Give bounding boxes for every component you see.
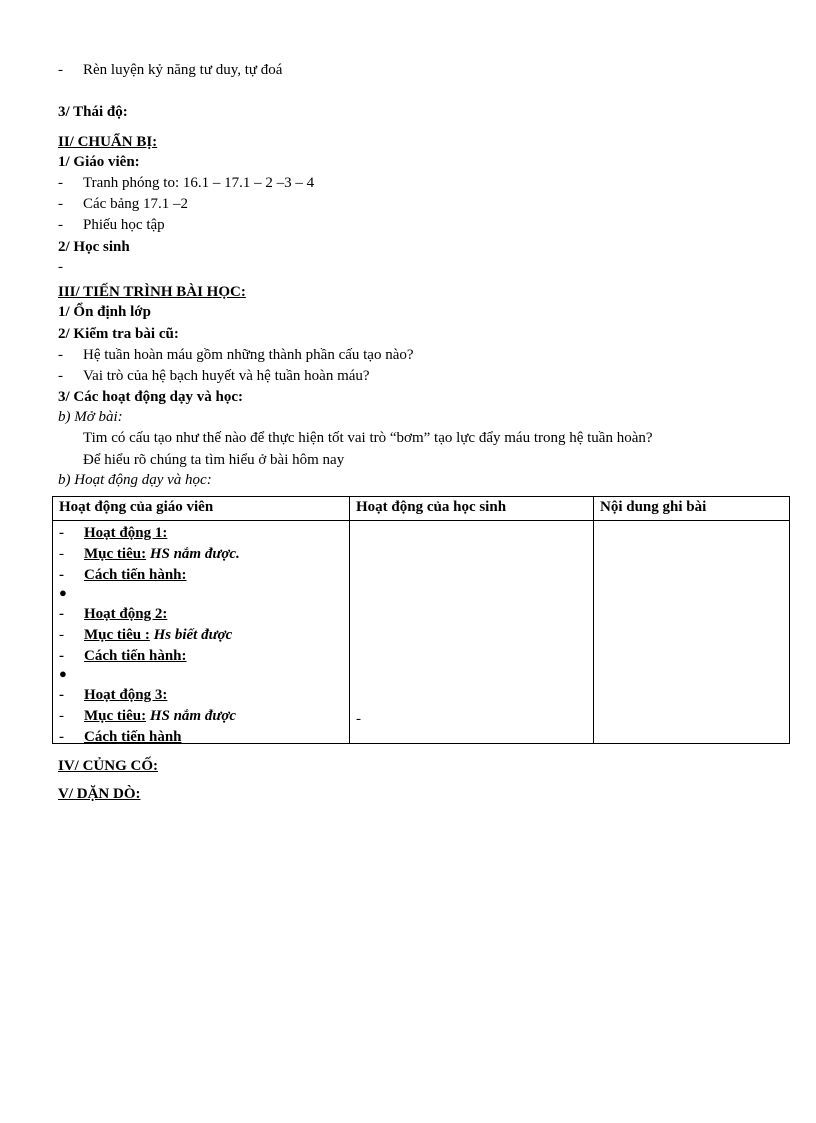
step2-heading: 2/ Kiểm tra bài cũ: — [58, 326, 179, 342]
section4-title: IV/ CỦNG CỐ: — [58, 758, 158, 774]
activity3-goal — [59, 706, 236, 726]
header-student: Hoạt động của học sinh — [350, 497, 594, 521]
goal-label: Mục tiêu : — [84, 627, 150, 643]
teacher-activities-cell — [53, 521, 350, 744]
table-row — [53, 521, 790, 744]
goal-label: Mục tiêu: — [84, 546, 147, 562]
student-dash: - — [356, 711, 361, 727]
goal-label: Mục tiêu: — [84, 708, 147, 724]
section2-title: II/ CHUẨN BỊ: — [58, 134, 158, 150]
activity3-title: - Hoạt động 3: — [59, 685, 167, 705]
teacher-item: - Các bảng 17.1 –2 — [58, 194, 188, 214]
review-question: - Vai trò của hệ bạch huyết và hệ tuần hoàn máu? — [58, 366, 370, 386]
goal-value: HS nắm được — [149, 708, 237, 724]
activity2-goal — [59, 625, 232, 645]
intro-text: Để hiểu rõ chúng ta tìm hiểu ở bài hôm nay — [83, 452, 345, 468]
step1-heading: 1/ Ổn định lớp — [58, 304, 151, 320]
header-content: Nội dung ghi bài — [594, 497, 790, 521]
goal-value: Hs biết được — [153, 627, 233, 643]
teacher-item: - Tranh phóng to: 16.1 – 17.1 – 2 –3 – 4 — [58, 173, 314, 193]
header-teacher: Hoạt động của giáo viên — [53, 497, 350, 521]
activity1-goal — [59, 544, 240, 564]
activity3-method: - Cách tiến hành — [59, 727, 182, 747]
intro-label: b) Mở bài: — [58, 409, 123, 425]
activity2-method: - Cách tiến hành: — [59, 646, 187, 666]
table-header-row — [53, 497, 790, 521]
student-activities-cell — [350, 521, 594, 744]
intro-line: - Rèn luyện kỷ năng tư duy, tự đoá — [58, 60, 282, 80]
student-item: - — [58, 259, 63, 275]
lesson-plan-table — [52, 496, 790, 744]
attitude-heading: 3/ Thái độ: — [58, 104, 128, 120]
lesson-content-cell — [594, 521, 790, 744]
review-question: - Hệ tuần hoàn máu gồm những thành phần cấu tạo nào? — [58, 345, 414, 365]
bullet-icon: ● — [59, 666, 67, 681]
step3-heading: 3/ Các hoạt động dạy và học: — [58, 389, 244, 405]
bullet-icon: ● — [59, 585, 67, 600]
activity2-title: - Hoạt động 2: — [59, 604, 167, 624]
teacher-heading: 1/ Giáo viên: — [58, 154, 140, 170]
student-heading: 2/ Học sinh — [58, 239, 130, 255]
activities-label: b) Hoạt động dạy và học: — [58, 472, 212, 488]
teacher-item: - Phiếu học tập — [58, 215, 165, 235]
goal-value: HS nắm được. — [149, 546, 240, 562]
intro-text: Tim có cấu tạo như thế nào để thực hiện tốt vai trò “bơm” tạo lực đẩy máu trong hệ tuần hoàn? — [83, 430, 653, 446]
activity1-title: - Hoạt động 1: — [59, 523, 167, 543]
section5-title: V/ DẶN DÒ: — [58, 786, 141, 802]
section3-title: III/ TIẾN TRÌNH BÀI HỌC: — [58, 284, 246, 300]
activity1-method: - Cách tiến hành: — [59, 565, 187, 585]
